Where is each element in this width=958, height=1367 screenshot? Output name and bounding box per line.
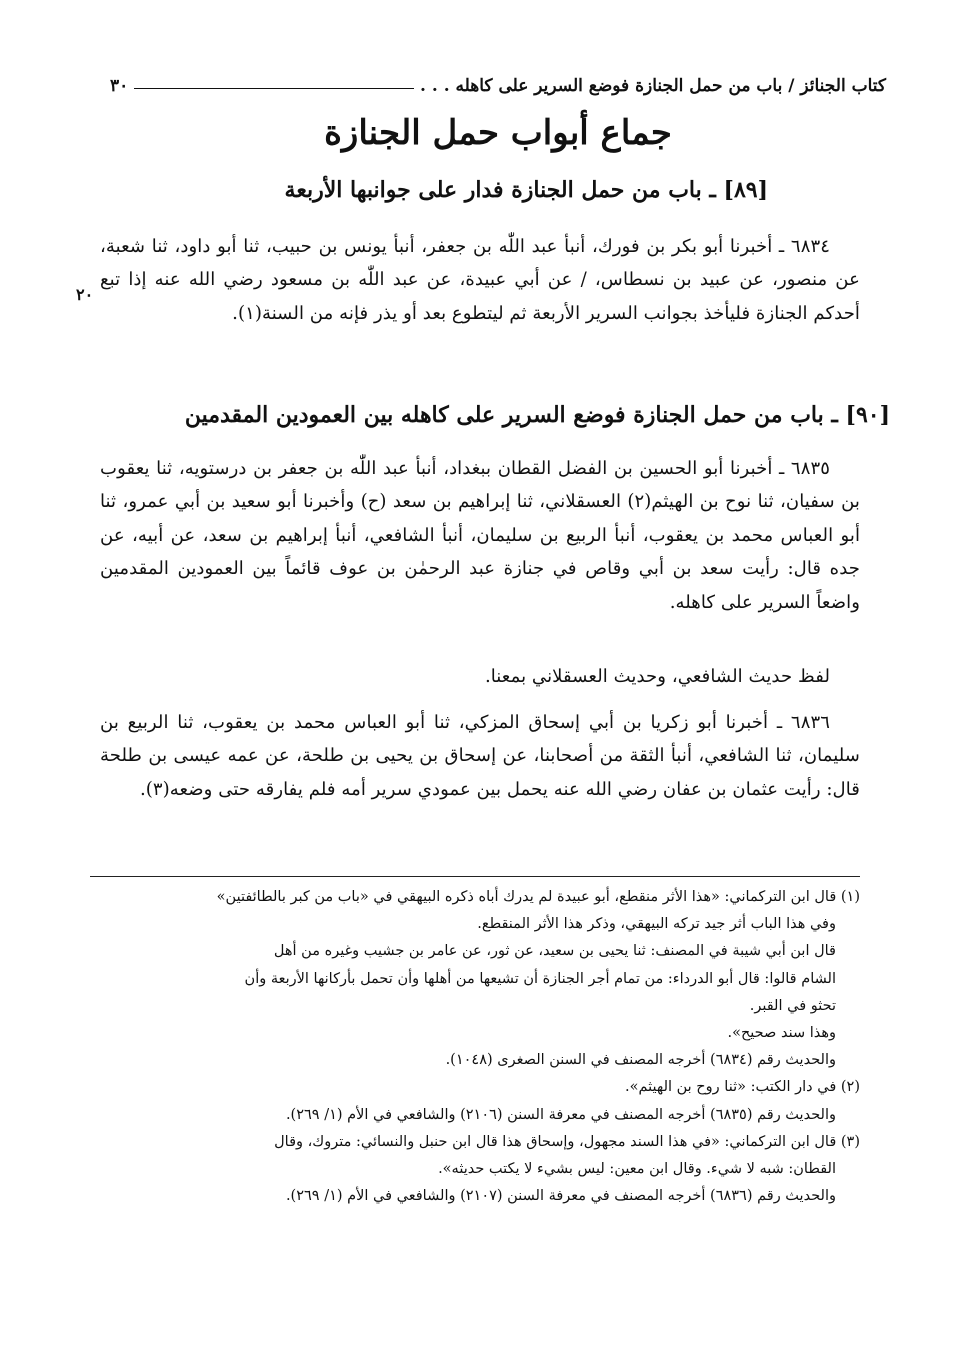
running-header bbox=[110, 56, 886, 96]
margin-page-marker: ٢٠ bbox=[76, 285, 94, 304]
section-heading-90: [٩٠] ـ باب من حمل الجنازة فوضع السرير على كاهله بين العمودين المقدمين bbox=[184, 402, 890, 428]
footnote-3-line: (٣) قال ابن التركماني: «في هذا السند مجهول، وإسحاق هذا قال ابن حنبل والنسائي: متروك، وقال bbox=[274, 1133, 860, 1150]
footnote-1-line: والحديث رقم (٦٨٣٤) أخرجه المصنف في السنن الصغرى (١٠٤٨). bbox=[445, 1052, 836, 1069]
wording-note: لفظ حديث الشافعي، وحديث العسقلاني بمعنا. bbox=[484, 666, 830, 687]
running-title: كتاب الجنائز / باب من حمل الجنازة فوضع السرير على كاهله . . . bbox=[420, 76, 886, 96]
hadith-paragraph-6834: ٦٨٣٤ ـ أخبرنا أبو بكر بن فورك، أنبأ عبد اللّٰه بن جعفر، أنبأ يونس بن حبيب، ثنا أبو داود، ثنا شعبة، عن منصور، عن عبيد بن نسطاس، / عن أبي عبيدة، عن عبد اللّٰه بن مسعود رضي الله عنه إذا تبع أحدكم الجنازة فليأخذ بجوانب السرير الأربعة ثم ليتطوع بعد أو يذر فإنه من السنة(١). bbox=[100, 236, 860, 324]
footnote-1-line: (١) قال ابن التركماني: «هذا الأثر منقطع، أبو عبيدة لم يدرك أباه ذكره البيهقي في «باب من كبر بالطائفتين» bbox=[216, 889, 860, 905]
hadith-paragraph-6835: ٦٨٣٥ ـ أخبرنا أبو الحسين بن الفضل القطان ببغداد، أنبأ عبد اللّٰه بن جعفر بن درستويه، ثنا يعقوب بن سفيان، ثنا نوح بن الهيثم(٢) العسقلاني، ثنا إبراهيم بن سعد (ح) وأخبرنا أبو سعيد بن أبي عمرو، ثنا أبو العباس محمد بن يعقوب، أنبأ الربيع بن سليمان، أنبأ الشافعي، أنبأ إبراهيم بن سعد، عن أبيه، عن جده قال: رأيت سعد بن أبي وقاص في جنازة عبد الرحمٰن بن عوف قائماً بين العمودين المقدمين واضعاً السرير على كاهله. bbox=[100, 458, 860, 613]
section-heading-89: [٨٩] ـ باب من حمل الجنازة فدار على جوانبها الأربعة bbox=[284, 177, 768, 203]
footnote-2-line: والحديث رقم (٦٨٣٥) أخرجه المصنف في معرفة السنن (٢١٠٦) والشافعي في الأم (١/ ٢٦٩). bbox=[285, 1106, 836, 1123]
header-rule bbox=[134, 88, 414, 89]
footnote-1-line: الشام قالوا: قال أبو الدرداء: من تمام أجر الجنازة أن تشيعها من أهلها وأن تحمل بأركانها الأربعة وأن bbox=[244, 970, 836, 987]
footnote-separator bbox=[90, 876, 860, 877]
footnote-1-line: وهذا سند صحيح». bbox=[727, 1025, 836, 1042]
footnote-2-line: (٢) في دار الكتب: «ثنا روح بن الهيثم». bbox=[625, 1079, 860, 1096]
chapter-title: جماع أبواب حمل الجنازة bbox=[324, 113, 672, 153]
footnotes bbox=[88, 884, 860, 1210]
footnote-3-line: والحديث رقم (٦٨٣٦) أخرجه المصنف في معرفة السنن (٢١٠٧) والشافعي في الأم (١/ ٢٦٩). bbox=[285, 1188, 836, 1205]
hadith-paragraph-6836: ٦٨٣٦ ـ أخبرنا أبو زكريا بن أبي إسحاق المزكي، ثنا أبو العباس محمد بن يعقوب، ثنا الربيع بن سليمان، ثنا الشافعي، أنبأ الثقة من أصحابنا، عن إسحاق بن يحيى بن طلحة، عن عمه عيسى بن طلحة قال: رأيت عثمان بن عفان رضي الله عنه يحمل بين عمودي سرير أمه فلم يفارقه حتى وضعه(٣). bbox=[100, 712, 860, 800]
footnote-1-line: تحثو في القبر. bbox=[749, 997, 836, 1014]
page-number: ٣٠ bbox=[110, 76, 129, 96]
footnote-3-line: القطان: شبه لا شيء. وقال ابن معين: ليس بشيء لا يكتب حديثه». bbox=[438, 1161, 836, 1178]
footnote-1-line: وفي هذا الباب أثر جيد تركه البيهقي، وذكر هذا الأثر المنقطع. bbox=[477, 916, 836, 933]
footnote-1-line: قال ابن أبي شيبة في المصنف: ثنا يحيى بن سعيد، عن ثور، عن عامر بن جشيب وغيره من أهل bbox=[273, 943, 836, 960]
